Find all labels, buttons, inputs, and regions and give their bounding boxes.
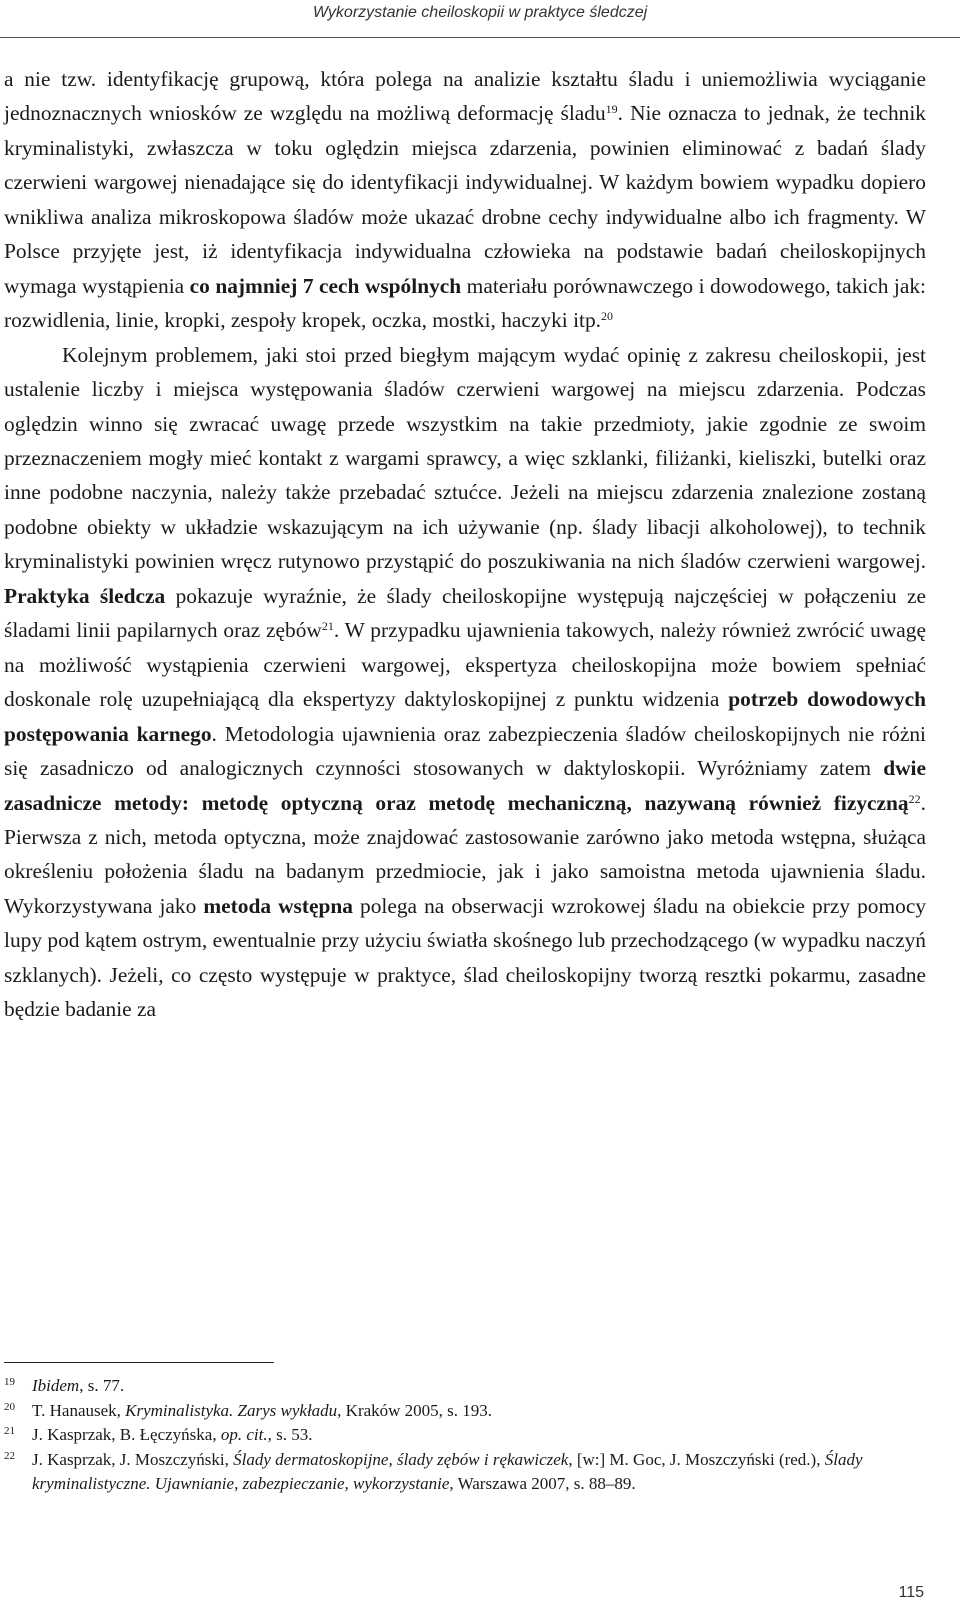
italic-title: Ślady kryminalistyczne. Ujawnianie, zabezpieczanie, wykorzystanie <box>32 1449 863 1493</box>
running-header: Wykorzystanie cheiloskopii w praktyce śledczej <box>312 4 648 21</box>
text-run: . W przypadku ujawnienia takowych, należy również zwrócić uwagę na możliwość wystąpienia czerwieni wargowej, ekspertyza cheiloskopijna może bowiem spełniać doskonale rolę uzupełniającą dla ekspertyzy daktyloskopijnej z punktu widzenia <box>4 618 926 712</box>
footnote-text: T. Hanausek, <box>32 1400 126 1420</box>
bold-phrase: potrzeb dowodowych postępowania karnego <box>4 687 926 746</box>
italic-title: Kryminalistyka. Zarys wykładu <box>125 1400 338 1420</box>
text-run: polega na obserwacji wzrokowej śladu na obiekcie przy pomocy lupy pod kątem ostrym, ewentualnie przy użyciu światła skośnego lub przechodzącego (w wypadku naczyń szklanych). Jeżeli, co często występuje w praktyce, ślad cheiloskopijny tworzą resztki pokarmu, zasadne będzie badanie za <box>4 893 927 1022</box>
body-text <box>4 62 926 1027</box>
footnote-text: J. Kasprzak, B. Łęczyńska, <box>32 1425 221 1444</box>
italic-title: Ślady dermatoskopijne, ślady zębów i rękawiczek <box>233 1449 569 1469</box>
bold-phrase: dwie zasadnicze metody: metodę optyczną oraz metodę mechaniczną, nazywaną również fizyczną <box>4 756 926 815</box>
footnote-number: 22 <box>4 1449 15 1462</box>
text-run: materiału porównawczego i dowodowego, takich jak: rozwidlenia, linie, kropki, zespoły kropek, oczka, mostki, haczyki itp. <box>4 273 926 333</box>
bold-phrase: Praktyka śledcza <box>4 583 166 608</box>
footnotes <box>4 1374 924 1497</box>
footnote-divider <box>4 1362 274 1363</box>
page-number: 115 <box>898 1584 924 1601</box>
italic-title: Ibidem <box>32 1376 80 1395</box>
footnote-number: 21 <box>4 1425 15 1437</box>
footnote-text: , s. 77. <box>79 1376 125 1395</box>
bold-phrase: co najmniej 7 cech wspólnych <box>189 273 462 298</box>
text-run: Kolejnym problemem, jaki stoi przed biegłym mającym wydać opinię z zakresu cheiloskopii, jest ustalenie liczby i miejsca występowania śladów czerwieni wargowej na miejscu zdarzenia. Podczas oględzin winno się zwracać uwagę przede wszystkim na takie przedmioty, jakie zgodnie ze swoim przeznaczeniem mogły mieć kontakt z wargami sprawcy, a więc szklanki, filiżanki, kieliszki, butelki oraz inne podobne naczynia, należy także przebadać sztućce. Jeżeli na miejscu zdarzenia znalezione zostaną podobne obiekty w układzie wskazującym na ich używanie (np. ślady libacji alkoholowej), to technik kryminalistyki powinien wręcz rutynowo przystąpić do poszukiwania na nich śladów czerwieni wargowej. <box>4 342 926 574</box>
text-run: pokazuje wyraźnie, że ślady cheiloskopijne występują najczęściej w połączeniu ze śladami linii papilarnych oraz zębów <box>4 583 926 643</box>
footnote-22 <box>4 1448 924 1497</box>
footnote-text: , Warszawa 2007, s. 88–89. <box>449 1474 636 1493</box>
text-run: a nie tzw. identyfikację grupową, która polega na analizie kształtu śladu i uniemożliwia wyciąganie jednoznacznych wniosków ze względu na możliwą deformację śladu <box>4 67 926 126</box>
footnote-text: , [w:] M. Goc, J. Moszczyński (red.), <box>568 1449 825 1469</box>
footnote-number: 19 <box>4 1376 15 1388</box>
footnote-ref-22[interactable]: 22 <box>908 791 921 806</box>
footnote-text: , Kraków 2005, s. 193. <box>337 1400 493 1420</box>
paragraph-1 <box>4 62 926 338</box>
footnote-ref-19[interactable]: 19 <box>605 102 618 117</box>
footnote-number: 20 <box>4 1400 15 1413</box>
text-run: . Nie oznacza to jednak, że technik kryminalistyki, zwłaszcza w toku oględzin miejsca zdarzenia, powinien eliminować z badań ślady czerwieni wargowej nienadające się do identyfikacji indywidualnej. W każdym bowiem wypadku dopiero wnikliwa analiza mikroskopowa śladów może ukazać drobne cechy indywidualne albo ich fragmenty. W Polsce przyjęte jest, iż identyfikacja indywidualna człowieka na podstawie badań cheiloskopijnych wymaga wystąpienia <box>4 101 926 298</box>
footnote-20 <box>4 1399 924 1424</box>
footnote-21 <box>4 1423 924 1448</box>
header-divider <box>0 37 960 38</box>
text-run: . Metodologia ujawnienia oraz zabezpieczenia śladów cheiloskopijnych nie różni się zasadniczo od analogicznych czynności stosowanych w daktyloskopii. Wyróżniamy zatem <box>4 721 926 781</box>
italic-title: op. cit. <box>220 1425 268 1444</box>
text-run: . Pierwsza z nich, metoda optyczna, może znajdować zastosowanie zarówno jako metoda wstępna, służąca określeniu położenia śladu na badanym przedmiocie, jak i jako samoistna metoda ujawnienia śladu. Wykorzystywana jako <box>4 790 926 918</box>
footnote-text: J. Kasprzak, J. Moszczyński, <box>32 1449 234 1469</box>
bold-phrase: metoda wstępna <box>203 893 353 918</box>
footnote-19 <box>4 1374 924 1399</box>
footnote-text: , s. 53. <box>267 1425 313 1444</box>
footnote-ref-21[interactable]: 21 <box>321 619 334 634</box>
paragraph-2 <box>4 338 926 1027</box>
footnote-ref-20[interactable]: 20 <box>601 309 613 324</box>
